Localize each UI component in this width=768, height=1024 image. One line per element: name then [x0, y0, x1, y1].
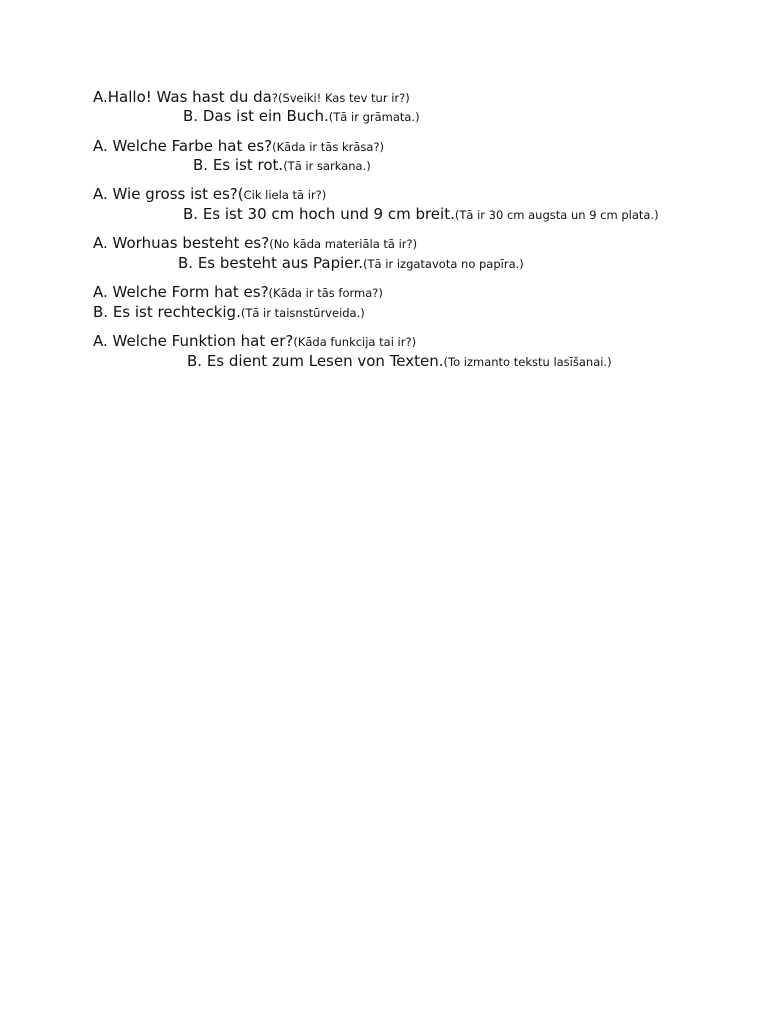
- dialogue-line-a-greeting: [93, 89, 410, 105]
- german-text: B. Es ist rechteckig.: [93, 303, 241, 321]
- german-text: B. Das ist ein Buch.: [183, 107, 329, 125]
- latvian-translation: (Tā ir taisnstūrveida.): [240, 306, 365, 320]
- latvian-translation: (Tā ir izgatavota no papīra.): [363, 257, 524, 271]
- latvian-translation: (Kāda funkcija tai ir?): [293, 335, 417, 349]
- latvian-translation: (Tā ir sarkana.): [283, 159, 371, 173]
- dialogue-line-b-rectangular: [93, 304, 365, 320]
- german-text: A. Wie gross ist es?(: [93, 185, 244, 203]
- latvian-translation: (To izmanto tekstu lasīšanai.): [443, 355, 612, 369]
- german-text: B. Es ist 30 cm hoch und 9 cm breit.: [183, 205, 455, 223]
- german-text: B. Es besteht aus Papier.: [178, 254, 364, 272]
- dialogue-line-b-book: [183, 108, 420, 124]
- german-text: A.Hallo! Was hast du da: [93, 88, 272, 106]
- dialogue-line-a-color: [93, 138, 384, 154]
- german-text: A. Welche Form hat es?: [93, 283, 269, 301]
- latvian-translation: ?(Sveiki! Kas tev tur ir?): [271, 91, 410, 105]
- german-text: B. Es ist rot.: [193, 156, 284, 174]
- latvian-translation: (Kāda ir tās forma?): [268, 286, 383, 300]
- dialogue-line-b-reading: [187, 353, 612, 369]
- dialogue-line-b-dimensions: [183, 206, 659, 222]
- german-text: B. Es dient zum Lesen von Texten.: [187, 352, 444, 370]
- dialogue-line-b-red: [193, 157, 371, 173]
- dialogue-line-a-size: [93, 186, 326, 202]
- dialogue-line-a-function: [93, 333, 416, 349]
- dialogue-line-b-paper: [178, 255, 524, 271]
- latvian-translation: (No kāda materiāla tā ir?): [269, 237, 418, 251]
- latvian-translation: Cik liela tā ir?): [243, 188, 327, 202]
- dialogue-line-a-material: [93, 235, 417, 251]
- german-text: A. Worhuas besteht es?: [93, 234, 270, 252]
- latvian-translation: (Tā ir grāmata.): [328, 110, 420, 124]
- latvian-translation: (Kāda ir tās krāsa?): [272, 140, 385, 154]
- german-text: A. Welche Funktion hat er?: [93, 332, 294, 350]
- german-text: A. Welche Farbe hat es?: [93, 137, 273, 155]
- latvian-translation: (Tā ir 30 cm augsta un 9 cm plata.): [454, 208, 659, 222]
- dialogue-line-a-shape: [93, 284, 383, 300]
